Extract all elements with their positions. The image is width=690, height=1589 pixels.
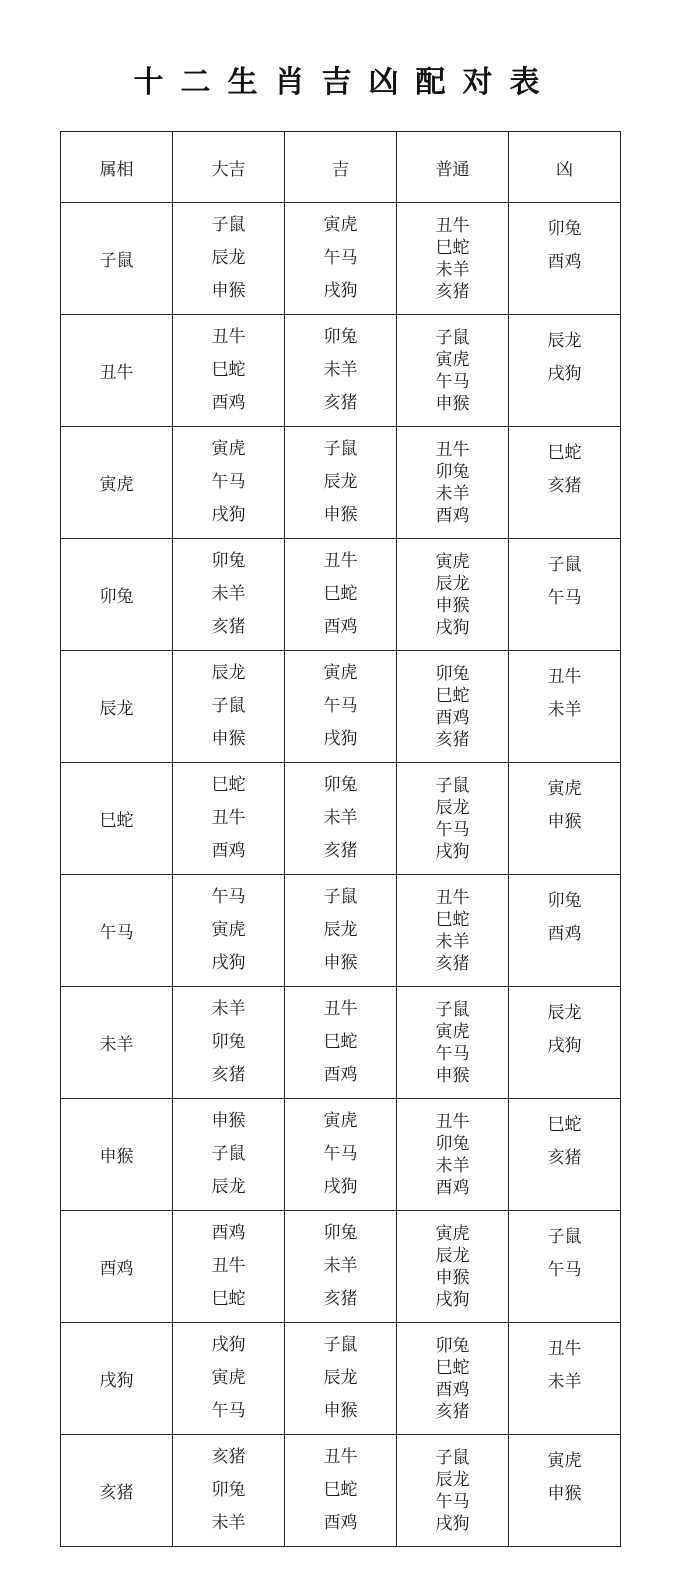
zodiac-entry: 寅虎 [435,349,470,370]
zodiac-compatibility-table [60,131,621,1547]
header-putong: 普通 [397,132,509,203]
zodiac-entry: 未羊 [211,999,246,1019]
zodiac-entry: 卯兔 [435,663,470,684]
zodiac-entry: 戌狗 [323,281,358,301]
ji-cell [285,875,397,987]
ji-cell [285,203,397,315]
row-sign-cell: 酉鸡 [61,1211,173,1323]
putong-cell [397,1435,509,1547]
xiong-cell [509,1323,621,1435]
page-title: 十二生肖吉凶配对表 [133,65,557,100]
zodiac-entry: 未羊 [323,1256,358,1276]
table-row [61,1323,621,1435]
zodiac-entry: 未羊 [323,360,358,380]
putong-cell [397,539,509,651]
xiong-cell-list [509,1323,620,1399]
ji-cell [285,1435,397,1547]
ji-cell-list [285,1441,396,1540]
zodiac-entry: 辰龙 [435,797,470,818]
zodiac-entry: 卯兔 [211,551,246,571]
zodiac-entry: 寅虎 [435,1223,470,1244]
xiong-cell-list [509,651,620,727]
putong-cell-list [397,775,508,863]
row-sign-cell: 戌狗 [61,1323,173,1435]
daji-cell [173,1211,285,1323]
zodiac-entry: 亥猪 [211,617,246,637]
zodiac-entry: 子鼠 [211,696,246,716]
zodiac-entry: 申猴 [323,505,358,525]
zodiac-entry: 申猴 [323,953,358,973]
xiong-cell [509,987,621,1099]
daji-cell-list [173,1217,284,1316]
daji-cell-list [173,881,284,980]
ji-cell-list [285,1329,396,1428]
putong-cell [397,875,509,987]
zodiac-entry: 申猴 [323,1401,358,1421]
xiong-cell-list [509,203,620,279]
daji-cell-list [173,209,284,308]
zodiac-entry: 卯兔 [547,891,582,911]
zodiac-entry: 巳蛇 [547,1115,582,1135]
zodiac-entry: 寅虎 [211,1368,246,1388]
zodiac-entry: 申猴 [435,595,470,616]
xiong-cell [509,315,621,427]
row-sign-cell: 卯兔 [61,539,173,651]
zodiac-entry: 戌狗 [211,505,246,525]
xiong-cell [509,651,621,763]
row-sign-cell: 亥猪 [61,1435,173,1547]
table-row [61,427,621,539]
zodiac-entry: 子鼠 [323,887,358,907]
daji-cell [173,987,285,1099]
daji-cell-list [173,1329,284,1428]
ji-cell-list [285,1217,396,1316]
putong-cell [397,1323,509,1435]
zodiac-entry: 酉鸡 [547,924,582,944]
xiong-cell [509,539,621,651]
putong-cell-list [397,1223,508,1311]
zodiac-entry: 辰龙 [323,1368,358,1388]
zodiac-entry: 午马 [435,1043,470,1064]
xiong-cell [509,203,621,315]
xiong-cell [509,1435,621,1547]
daji-cell-list [173,657,284,756]
row-sign-cell: 子鼠 [61,203,173,315]
zodiac-entry: 子鼠 [211,215,246,235]
ji-cell-list [285,1105,396,1204]
zodiac-entry: 辰龙 [323,920,358,940]
daji-cell [173,763,285,875]
zodiac-entry: 申猴 [547,1484,582,1504]
zodiac-entry: 申猴 [211,281,246,301]
putong-cell [397,1211,509,1323]
row-sign-cell: 寅虎 [61,427,173,539]
ji-cell-list [285,657,396,756]
zodiac-entry: 寅虎 [323,215,358,235]
zodiac-entry: 亥猪 [435,1401,470,1422]
ji-cell [285,651,397,763]
ji-cell-list [285,545,396,644]
zodiac-entry: 寅虎 [211,920,246,940]
zodiac-entry: 未羊 [435,931,470,952]
zodiac-entry: 寅虎 [211,439,246,459]
ji-cell [285,427,397,539]
header-ji: 吉 [285,132,397,203]
zodiac-entry: 午马 [435,371,470,392]
zodiac-entry: 午马 [211,887,246,907]
zodiac-entry: 申猴 [435,393,470,414]
putong-cell [397,203,509,315]
daji-cell [173,203,285,315]
zodiac-entry: 巳蛇 [435,685,470,706]
zodiac-entry: 辰龙 [211,663,246,683]
putong-cell-list [397,1111,508,1199]
putong-cell [397,651,509,763]
header-daji: 大吉 [173,132,285,203]
ji-cell-list [285,881,396,980]
zodiac-entry: 亥猪 [547,1148,582,1168]
zodiac-entry: 寅虎 [323,1111,358,1131]
zodiac-entry: 巳蛇 [435,237,470,258]
zodiac-entry: 巳蛇 [323,1480,358,1500]
table-row [61,203,621,315]
zodiac-entry: 子鼠 [323,439,358,459]
zodiac-entry: 午马 [547,1260,582,1280]
putong-cell-list [397,215,508,303]
zodiac-entry: 子鼠 [435,999,470,1020]
zodiac-entry: 酉鸡 [435,505,470,526]
zodiac-entry: 未羊 [211,584,246,604]
zodiac-entry: 戌狗 [435,841,470,862]
ji-cell [285,763,397,875]
zodiac-entry: 丑牛 [211,808,246,828]
zodiac-entry: 巳蛇 [435,909,470,930]
zodiac-entry: 巳蛇 [211,775,246,795]
daji-cell-list [173,433,284,532]
zodiac-entry: 亥猪 [211,1065,246,1085]
zodiac-entry: 卯兔 [211,1480,246,1500]
zodiac-entry: 午马 [211,1401,246,1421]
xiong-cell [509,427,621,539]
header-sign: 属相 [61,132,173,203]
daji-cell-list [173,545,284,644]
zodiac-entry: 丑牛 [435,215,470,236]
zodiac-entry: 丑牛 [435,439,470,460]
zodiac-entry: 子鼠 [547,555,582,575]
zodiac-entry: 丑牛 [547,1339,582,1359]
zodiac-entry: 酉鸡 [547,252,582,272]
table-body [61,203,621,1547]
daji-cell [173,315,285,427]
zodiac-entry: 卯兔 [547,219,582,239]
putong-cell-list [397,439,508,527]
zodiac-entry: 子鼠 [435,327,470,348]
zodiac-entry: 亥猪 [435,953,470,974]
xiong-cell-list [509,987,620,1063]
zodiac-entry: 申猴 [435,1267,470,1288]
row-sign-cell: 辰龙 [61,651,173,763]
xiong-cell-list [509,315,620,391]
xiong-cell [509,875,621,987]
ji-cell-list [285,433,396,532]
putong-cell-list [397,327,508,415]
zodiac-entry: 酉鸡 [211,841,246,861]
putong-cell [397,427,509,539]
zodiac-entry: 午马 [323,1144,358,1164]
zodiac-entry: 巳蛇 [211,1289,246,1309]
ji-cell-list [285,209,396,308]
daji-cell-list [173,1105,284,1204]
daji-cell [173,1099,285,1211]
putong-cell [397,763,509,875]
zodiac-entry: 未羊 [435,259,470,280]
table-row [61,651,621,763]
daji-cell-list [173,769,284,868]
zodiac-entry: 巳蛇 [211,360,246,380]
zodiac-entry: 亥猪 [435,729,470,750]
putong-cell-list [397,1447,508,1535]
zodiac-entry: 未羊 [323,808,358,828]
zodiac-entry: 午马 [435,1491,470,1512]
zodiac-entry: 戌狗 [435,617,470,638]
putong-cell-list [397,887,508,975]
daji-cell [173,875,285,987]
table-row [61,763,621,875]
table-row [61,1211,621,1323]
zodiac-entry: 丑牛 [323,1447,358,1467]
putong-cell [397,1099,509,1211]
daji-cell [173,651,285,763]
zodiac-entry: 卯兔 [435,461,470,482]
ji-cell-list [285,321,396,420]
zodiac-entry: 申猴 [211,1111,246,1131]
zodiac-entry: 寅虎 [435,1021,470,1042]
zodiac-entry: 午马 [323,248,358,268]
daji-cell [173,1435,285,1547]
daji-cell-list [173,993,284,1092]
zodiac-entry: 戌狗 [323,729,358,749]
daji-cell [173,427,285,539]
zodiac-entry: 亥猪 [323,393,358,413]
zodiac-entry: 卯兔 [211,1032,246,1052]
zodiac-entry: 丑牛 [211,327,246,347]
zodiac-entry: 巳蛇 [323,584,358,604]
daji-cell [173,539,285,651]
table-row [61,875,621,987]
zodiac-entry: 卯兔 [435,1133,470,1154]
daji-cell-list [173,321,284,420]
zodiac-entry: 辰龙 [435,1469,470,1490]
ji-cell [285,1099,397,1211]
zodiac-entry: 酉鸡 [435,1177,470,1198]
zodiac-entry: 卯兔 [435,1335,470,1356]
zodiac-entry: 午马 [547,588,582,608]
zodiac-entry: 酉鸡 [323,1065,358,1085]
ji-cell [285,1211,397,1323]
zodiac-entry: 子鼠 [435,1447,470,1468]
zodiac-entry: 未羊 [547,700,582,720]
row-sign-cell: 未羊 [61,987,173,1099]
zodiac-entry: 辰龙 [435,573,470,594]
zodiac-entry: 寅虎 [435,551,470,572]
zodiac-entry: 辰龙 [211,248,246,268]
zodiac-entry: 未羊 [211,1513,246,1533]
daji-cell [173,1323,285,1435]
zodiac-entry: 午马 [211,472,246,492]
zodiac-entry: 卯兔 [323,1223,358,1243]
table-row [61,1435,621,1547]
ji-cell [285,987,397,1099]
zodiac-entry: 亥猪 [323,1289,358,1309]
zodiac-entry: 辰龙 [211,1177,246,1197]
zodiac-entry: 戌狗 [323,1177,358,1197]
zodiac-entry: 寅虎 [547,779,582,799]
zodiac-entry: 戌狗 [435,1289,470,1310]
xiong-cell-list [509,875,620,951]
zodiac-entry: 丑牛 [323,999,358,1019]
zodiac-entry: 子鼠 [547,1227,582,1247]
zodiac-entry: 子鼠 [435,775,470,796]
header-xiong: 凶 [509,132,621,203]
ji-cell [285,539,397,651]
zodiac-entry: 巳蛇 [547,443,582,463]
table-row [61,987,621,1099]
putong-cell-list [397,1335,508,1423]
zodiac-entry: 申猴 [547,812,582,832]
zodiac-entry: 酉鸡 [435,1379,470,1400]
zodiac-entry: 丑牛 [435,887,470,908]
xiong-cell-list [509,539,620,615]
zodiac-entry: 辰龙 [547,1003,582,1023]
zodiac-entry: 寅虎 [547,1451,582,1471]
putong-cell-list [397,999,508,1087]
zodiac-entry: 亥猪 [211,1447,246,1467]
zodiac-entry: 寅虎 [323,663,358,683]
xiong-cell-list [509,1211,620,1287]
putong-cell-list [397,663,508,751]
zodiac-entry: 巳蛇 [435,1357,470,1378]
xiong-cell [509,1211,621,1323]
zodiac-entry: 亥猪 [435,281,470,302]
xiong-cell-list [509,763,620,839]
zodiac-entry: 戌狗 [547,1036,582,1056]
zodiac-entry: 丑牛 [211,1256,246,1276]
zodiac-entry: 未羊 [435,1155,470,1176]
table-header-row [61,132,621,203]
zodiac-entry: 辰龙 [547,331,582,351]
row-sign-cell: 巳蛇 [61,763,173,875]
zodiac-entry: 巳蛇 [323,1032,358,1052]
daji-cell-list [173,1441,284,1540]
zodiac-entry: 午马 [435,819,470,840]
zodiac-entry: 戌狗 [211,953,246,973]
zodiac-entry: 酉鸡 [435,707,470,728]
zodiac-entry: 亥猪 [323,841,358,861]
table-row [61,539,621,651]
zodiac-entry: 戌狗 [547,364,582,384]
zodiac-entry: 戌狗 [211,1335,246,1355]
zodiac-entry: 卯兔 [323,775,358,795]
putong-cell [397,987,509,1099]
zodiac-entry: 酉鸡 [323,617,358,637]
zodiac-entry: 丑牛 [547,667,582,687]
ji-cell [285,315,397,427]
table-row [61,1099,621,1211]
ji-cell [285,1323,397,1435]
zodiac-entry: 未羊 [547,1372,582,1392]
zodiac-entry: 午马 [323,696,358,716]
zodiac-entry: 酉鸡 [211,1223,246,1243]
zodiac-entry: 酉鸡 [323,1513,358,1533]
row-sign-cell: 丑牛 [61,315,173,427]
zodiac-entry: 卯兔 [323,327,358,347]
zodiac-entry: 丑牛 [323,551,358,571]
putong-cell [397,315,509,427]
xiong-cell-list [509,1435,620,1511]
zodiac-entry: 丑牛 [435,1111,470,1132]
zodiac-entry: 酉鸡 [211,393,246,413]
zodiac-entry: 辰龙 [435,1245,470,1266]
zodiac-entry: 申猴 [211,729,246,749]
zodiac-entry: 申猴 [435,1065,470,1086]
row-sign-cell: 申猴 [61,1099,173,1211]
zodiac-entry: 子鼠 [211,1144,246,1164]
ji-cell-list [285,993,396,1092]
row-sign-cell: 午马 [61,875,173,987]
zodiac-entry: 子鼠 [323,1335,358,1355]
xiong-cell [509,763,621,875]
zodiac-entry: 未羊 [435,483,470,504]
table-row [61,315,621,427]
ji-cell-list [285,769,396,868]
zodiac-entry: 戌狗 [435,1513,470,1534]
xiong-cell-list [509,427,620,503]
zodiac-entry: 亥猪 [547,476,582,496]
zodiac-entry: 辰龙 [323,472,358,492]
putong-cell-list [397,551,508,639]
xiong-cell [509,1099,621,1211]
xiong-cell-list [509,1099,620,1175]
